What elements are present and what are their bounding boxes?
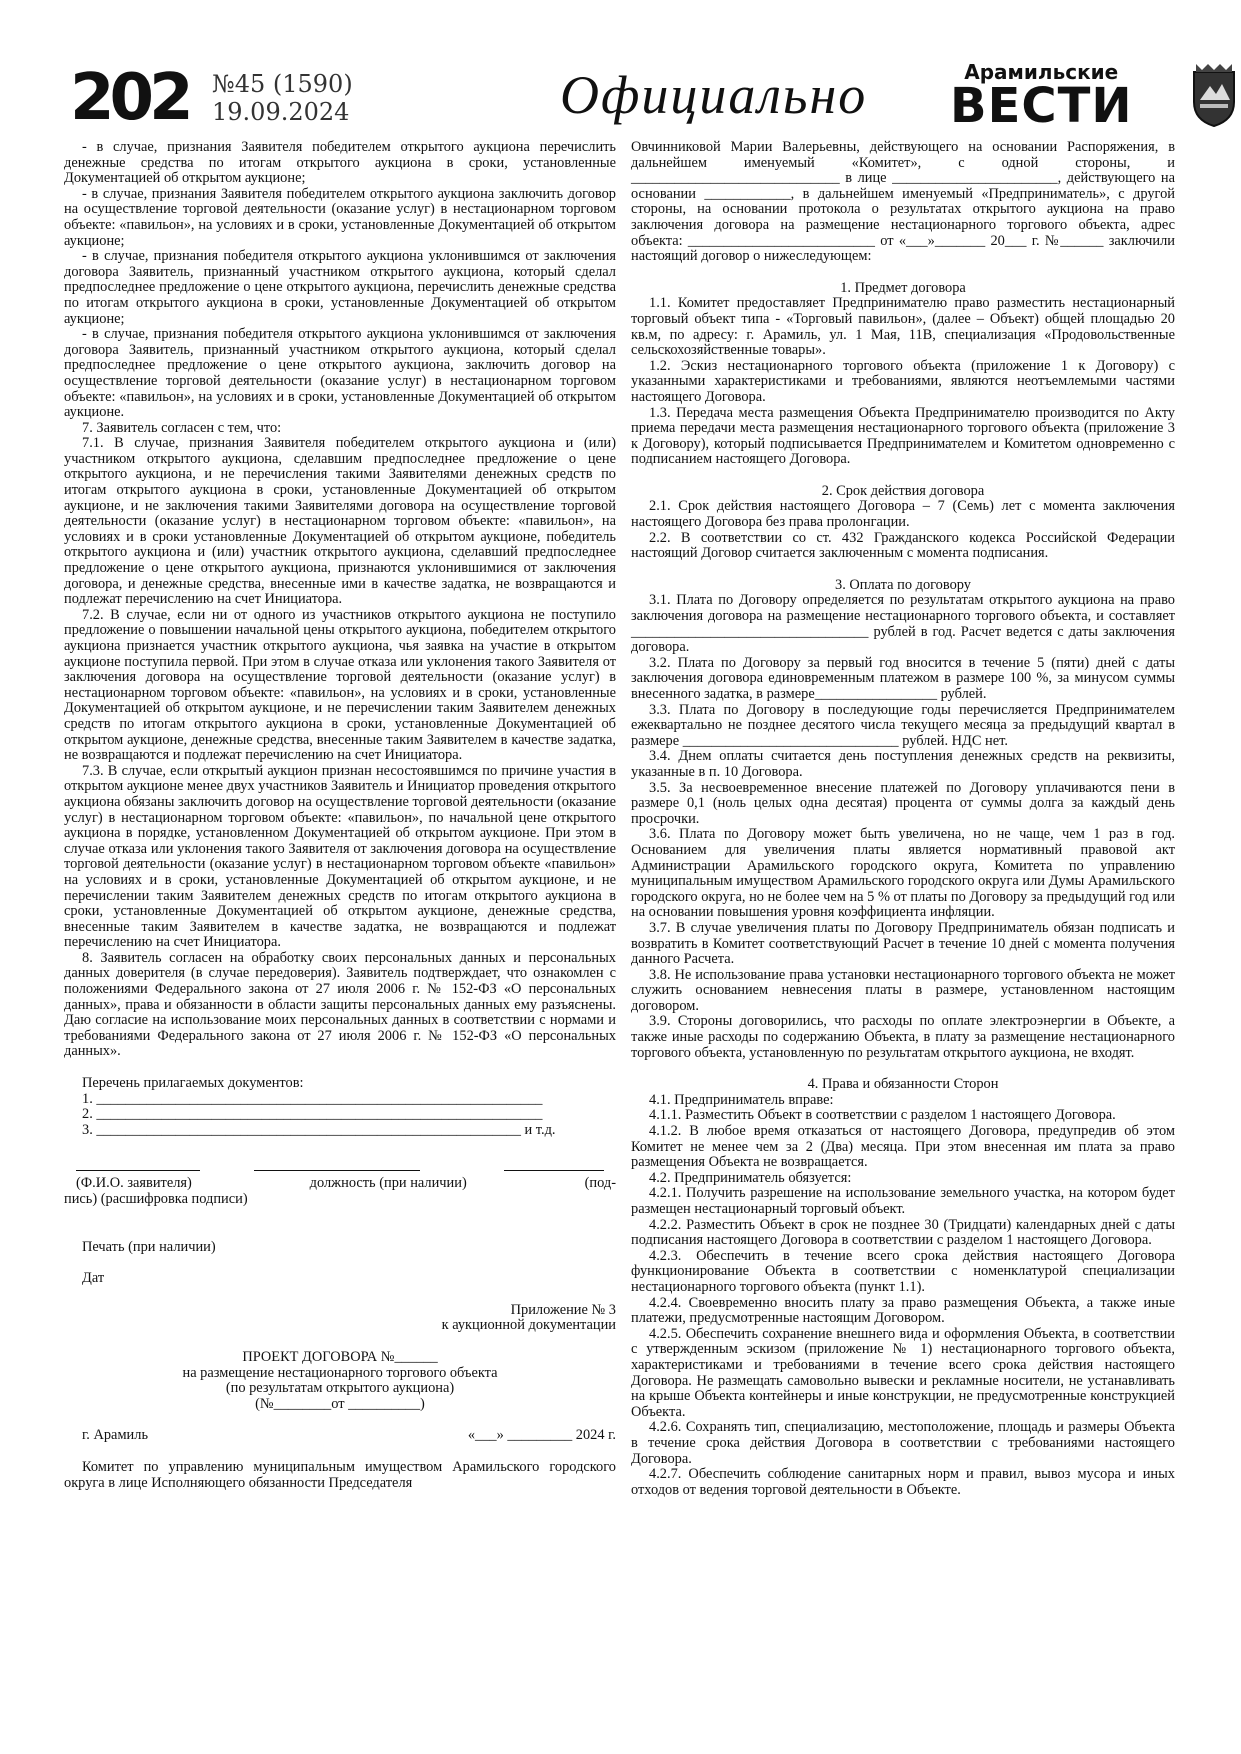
paragraph: 7. Заявитель согласен с тем, что: (82, 419, 282, 436)
paragraph: - в случае, признания Заявителя победителем открытого аукциона перечислить денежные средства по итогам открытого аукциона в сроки, установленные Документацией об открытом аукционе; (64, 139, 616, 187)
signature-sign-caption: (под- (584, 1175, 616, 1192)
city: г. Арамиль (82, 1427, 149, 1444)
contract-title: ПРОЕКТ ДОГОВОРА №______ (242, 1348, 438, 1365)
paragraph: 3.2. Плата по Договору за первый год вносится в течение 5 (пяти) дней с даты заключения договора единовременным платежом в размере 100 %, за минусом суммы внесенного задатка, в размере_________________ рублей. (631, 654, 1175, 702)
date-label: Дат (82, 1270, 105, 1287)
signature-captions (64, 1176, 616, 1192)
paragraph: 4.2.3. Обеспечить в течение всего срока действия настоящего Договора функционирование Объекта в соответствии с номенклатурой специализации нестационарного торгового объекта (пункт 1.1). (631, 1247, 1175, 1295)
paragraph: 8. Заявитель согласен на обработку своих персональных данных и персональных данных доверителя (в случае передоверия). Заявитель подтверждает, что ознакомлен с положениями Федерального закона от 27 июля 2006 г. № 152-ФЗ «О персональных данных», права и обязанности в области защиты персональных данных ему разъяснены. Даю согласие на использование моих персональных данных в соответствии с нормами и требованиями Федерального закона от 27 июля 2006 г. № 152-ФЗ «О персональных данных». (64, 949, 616, 1060)
paragraph: 3.8. Не использование права установки нестационарного торгового объекта не может служить основанием невнесения платы в размере, установленном настоящим договором. (631, 966, 1175, 1014)
logo-bottom: ВЕСТИ (950, 78, 1133, 134)
signature-fio-caption: (Ф.И.О. заявителя) (76, 1175, 192, 1192)
contract-subtitle: (по результатам открытого аукциона) (225, 1380, 455, 1397)
paragraph: 4.2.7. Обеспечить соблюдение санитарных норм и правил, вывоз мусора и иных отходов от ведения торговой деятельности в Объекте. (631, 1466, 1175, 1498)
newspaper-logo (950, 60, 1133, 134)
signature-caption-cont: пись) (расшифровка подписи) (64, 1191, 248, 1207)
logo-top: Арамильские (964, 60, 1119, 84)
paragraph: Комитет по управлению муниципальным имуществом Арамильского городского округа в лице Исполняющего обязанности Председателя (64, 1458, 616, 1491)
document-line: 2. ______________________________________________________________ (82, 1106, 543, 1123)
appendix-subtitle: к аукционной документации (441, 1317, 616, 1334)
paragraph: 3.9. Стороны договорились, что расходы по оплате электроэнергии в Объекте, а также иные расходы по содержанию Объекта, в плату за размещение нестационарного торгового объекта, установленную по результатам открытого аукциона, не входят. (631, 1013, 1175, 1061)
contract-subtitle: на размещение нестационарного торгового объекта (182, 1364, 498, 1381)
paragraph: 7.1. В случае, признания Заявителя победителем открытого аукциона и (или) участником открытого аукциона, сделавшим предпоследнее предложение о цене открытого аукциона, и не перечисления такими Заявителями денежных средств по итогам открытого аукциона в сроки, установленные Документацией об открытом аукционе, и не заключения такими Заявителями договора на осуществление торговой деятельности (оказание услуг) в нестационарном торговом объекте: «павильон», на условиях и в сроки установленные Документацией об открытом аукционе, победитель открытого аукциона и (или) участник открытого аукциона, сделавший предпоследнее предложение о цене открытого аукциона, признаются уклонившимися от заключения договора, и денежные средства, внесенные ими в качестве задатка, не возвращаются и подлежат перечислению на счет Инициатора. (64, 435, 616, 608)
paragraph: 4.2.1. Получить разрешение на использование земельного участка, на котором будет размещен нестационарный торговый объект. (631, 1185, 1175, 1217)
paragraph: 3.1. Плата по Договору определяется по результатам открытого аукциона на право заключения договора на размещение нестационарного торгового объекта, и составляет _________________________________ рублей в год. Расчет ведется с даты заключения договора. (631, 592, 1175, 656)
paragraph: 2.2. В соответствии со ст. 432 Гражданского кодекса Российской Федерации настоящий Договор считается заключенным с момента подписания. (631, 529, 1175, 562)
paragraph: 2.1. Срок действия настоящего Договора – 7 (Семь) лет с момента заключения настоящего Договора без права пролонгации. (631, 498, 1175, 531)
paragraph: 4.2.5. Обеспечить сохранение внешнего вида и оформления Объекта, в соответствии с утвержденным эскизом (приложение № 1) нестационарного торгового объекта, характеристиками и требованиями в течение всего срока действия настоящего Договора. Не размещать самовольно вывески и рекламные носители, не устанавливать на крыше Объекта контейнеры и иные конструкции, не предусмотренные конструкцией Объекта. (631, 1325, 1175, 1420)
paragraph: 7.3. В случае, если открытый аукцион признан несостоявшимся по причине участия в открытом аукционе менее двух участников Заявитель и Инициатор проведения открытого аукциона обязаны заключить договор на осуществление торговой деятельности (оказание услуг) в нестационарном торговом объекте: «павильон», по начальной цене открытого аукциона в порядке, установленном Документацией об открытом аукционе. При этом в случае отказа или уклонения такого Заявителя от заключения договора на осуществление торговой деятельности (оказание услуг) в нестационарном торговом объекте «павильон» на условиях и в сроки, установленные Документацией об открытом аукционе, и не перечислении таким Заявителем денежных средств по итогам открытого аукциона в сроки, установленные Документацией об открытом аукционе, денежные средства, внесенные таким Заявителем в качестве задатка, не возвращаются и подлежат перечислению на счет Инициатора. (64, 762, 616, 951)
appendix-title: Приложение № 3 (510, 1301, 616, 1318)
section-heading: 4. Права и обязанности Сторон (807, 1076, 999, 1093)
section-title: Официально (560, 65, 868, 125)
issue-number: №45 (1590) (212, 70, 353, 98)
paragraph: 4.2. Предприниматель обязуется: (649, 1169, 852, 1186)
paragraph: 3.3. Плата по Договору в последующие годы перечисляется Предпринимателем ежеквартально не позднее десятого числа текущего месяца за предыдущий квартал в размере ______________________________ рублей. НДС нет. (631, 701, 1175, 749)
city-date-row (64, 1428, 616, 1444)
section-heading: 3. Оплата по договору (835, 576, 971, 593)
paragraph: 4.2.4. Своевременно вносить плату за право размещения Объекта, а также иные платежи, предусмотренные настоящим Договором. (631, 1294, 1175, 1327)
issue-date: 19.09.2024 (212, 98, 350, 126)
paragraph: - в случае, признания Заявителя победителем открытого аукциона заключить договор на осуществление торговой деятельности (оказание услуг) в нестационарном торговом объекте: «павильон», на условиях и в сроки, установленные Документацией об открытом аукционе; (64, 185, 616, 249)
paragraph: Овчинниковой Марии Валерьевны, действующего на основании Распоряжения, в дальнейшем именуемый «Комитет», с одной стороны, и _____________________________ в лице _______________________, действующего на основании ____________, в дальнейшем именуемый «Предприниматель», с другой стороны, на основании протокола о результатах открытого аукциона на право заключения договора на размещение нестационарного торгового объекта, адрес объекта: __________________________ от «___»_______ 20___ г. №______ заключили настоящий договор о нижеследующем: (631, 139, 1175, 265)
paragraph: 1.2. Эскиз нестационарного торгового объекта (приложение 1 к Договору) с указанными характеристиками и требованиями, являются неотъемлемыми частями настоящего Договора. (631, 357, 1175, 405)
coat-of-arms-icon (1190, 62, 1238, 128)
section-heading: 1. Предмет договора (840, 279, 966, 296)
page-number: 202 (70, 61, 189, 135)
contract-date: «___» _________ 2024 г. (467, 1427, 616, 1444)
paragraph: 1.1. Комитет предоставляет Предпринимателю право разместить нестационарный торговый объект типа - «Торговый павильон», (далее – Объект) общей площадью 20 кв.м, по адресу: г. Арамиль, ул. 1 Мая, 11В, специализация «Продовольственные сельскохозяйственные товары». (631, 295, 1175, 359)
paragraph: 3.5. За несвоевременное внесение платежей по Договору уплачиваются пени в размере 0,1 (ноль целых одна десятая) процента от суммы долга за каждый день просрочки. (631, 779, 1175, 827)
paragraph: 1.3. Передача места размещения Объекта Предпринимателю производится по Акту приема передачи места размещения нестационарного торгового объекта (приложение 3 к Договору), который подписывается Предпринимателем и Комитетом одновременно с подписанием настоящего Договора. (631, 404, 1175, 468)
paragraph: - в случае, признания победителя открытого аукциона уклонившимся от заключения договора Заявитель, признанный участником открытого аукциона, который сделал предпоследнее предложение о цене открытого аукциона, перечислить денежные средства по итогам открытого аукциона в сроки, установленные Документацией об открытом аукционе; (64, 248, 616, 327)
section-heading: 2. Срок действия договора (821, 482, 985, 499)
documents-title: Перечень прилагаемых документов: (82, 1075, 304, 1092)
right-column (631, 140, 1175, 1498)
signature-position-caption: должность (при наличии) (309, 1175, 467, 1192)
paragraph: 4.1.2. В любое время отказаться от настоящего Договора, предупредив об этом Комитет не менее чем за 2 (Два) месяца. При этом внесенная им плата за право размещения Объекта не возвращается. (631, 1123, 1175, 1171)
document-line: 1. ______________________________________________________________ (82, 1090, 543, 1107)
paragraph: 4.1. Предприниматель вправе: (649, 1091, 834, 1108)
document-line: 3. ___________________________________________________________ и т.д. (82, 1121, 556, 1138)
paragraph: 3.4. Днем оплаты считается день поступления денежных средств на реквизиты, указанные в п. 10 Договора. (631, 748, 1175, 780)
paragraph: 4.1.1. Разместить Объект в соответствии с разделом 1 настоящего Договора. (649, 1107, 1116, 1124)
left-column (64, 140, 616, 1491)
paragraph: 3.6. Плата по Договору может быть увеличена, но не чаще, чем 1 раз в год. Основанием для увеличения платы является нормативный правовой акт Администрации Арамильского городского округа, Комитета по управлению муниципальным имуществом Арамильского городского округа или Думы Арамильского городского округа, но не более чем на 5 % от платы по Договору за предыдущий год или на основании повышения уровня коэффициента инфляции. (631, 826, 1176, 921)
paragraph: - в случае, признания победителя открытого аукциона уклонившимся от заключения договора Заявитель, признанный участником открытого аукциона, который сделал предпоследнее предложение о цене открытого аукциона, заключить договор на осуществление торговой деятельности (оказание услуг) в нестационарном торговом объекте: «павильон», на условиях и в сроки, установленные Документацией об открытом аукционе. (64, 326, 616, 421)
stamp-label: Печать (при наличии) (82, 1238, 216, 1255)
paragraph: 4.2.2. Разместить Объект в срок не позднее 30 (Тридцати) календарных дней с даты подписания настоящего Договора в соответствии с разделом 1 настоящего Договора. (631, 1216, 1175, 1249)
paragraph: 4.2.6. Сохранять тип, специализацию, местоположение, площадь и размеры Объекта в течение срока действия Договора в соответствии с требованиями настоящего Договора. (631, 1419, 1175, 1467)
issue-info (212, 70, 353, 126)
paragraph: 7.2. В случае, если ни от одного из участников открытого аукциона не поступило предложение о повышении начальной цены открытого аукциона, победителем открытого аукциона признается участник открытого аукциона, чья заявка на участие в открытом аукционе поступила первой. При этом в случае отказа или уклонения такого Заявителя от заключения договора на осуществление торговой деятельности (оказание услуг) в нестационарном торговом объекте: «павильон», на условиях и в сроки, установленные Документацией об открытом аукционе, и не перечислении таким Заявителем денежных средств по итогам открытого аукциона в сроки, установленные Документацией об открытом аукционе, денежные средства, внесенные таким Заявителем в качестве задатка, не возвращаются и подлежат перечислению на счет Инициатора. (64, 606, 616, 764)
contract-number: (№________от __________) (255, 1395, 425, 1412)
paragraph: 3.7. В случае увеличения платы по Договору Предприниматель обязан подписать и возвратить в Комитет соответствующий Расчет в течение 10 дней с момента получения данного Расчета. (631, 919, 1175, 968)
masthead (70, 62, 1170, 137)
signature-lines (64, 1154, 616, 1176)
